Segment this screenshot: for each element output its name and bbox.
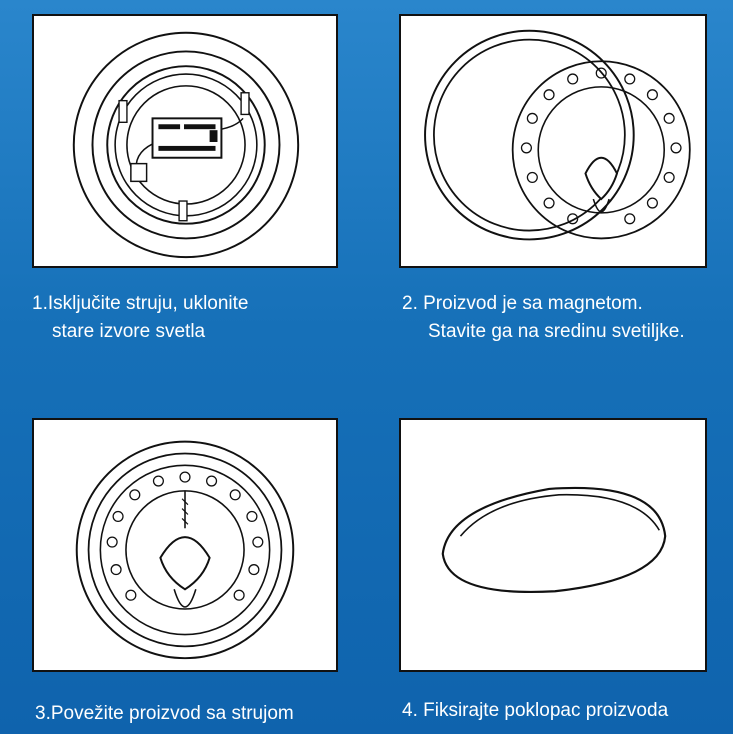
step-4-illustration (399, 418, 707, 672)
step-1-illustration (32, 14, 338, 268)
step-3-line-1: 3.Povežite proizvod sa strujom (35, 703, 294, 724)
step-2-caption (402, 290, 685, 346)
magnet-module-drawing (401, 16, 705, 266)
step-2-illustration (399, 14, 707, 268)
step-1-caption (32, 290, 249, 346)
step-3-caption (35, 700, 294, 728)
step-3-illustration (32, 418, 338, 672)
step-1-line-2: stare izvore svetla (52, 321, 206, 342)
step-4-line-1: 4. Fiksirajte poklopac proizvoda (402, 700, 669, 721)
step-2-line-2: Stavite ga na sredinu svetiljke. (428, 321, 685, 342)
step-1-line-1: 1.Isključite struju, uklonite (32, 293, 249, 314)
step-4-caption (402, 697, 668, 725)
wiring-drawing (34, 420, 336, 670)
step-2-line-1: 2. Proizvod je sa magnetom. (402, 293, 643, 314)
cover-drawing (401, 420, 705, 670)
old-fixture-drawing (34, 16, 336, 266)
